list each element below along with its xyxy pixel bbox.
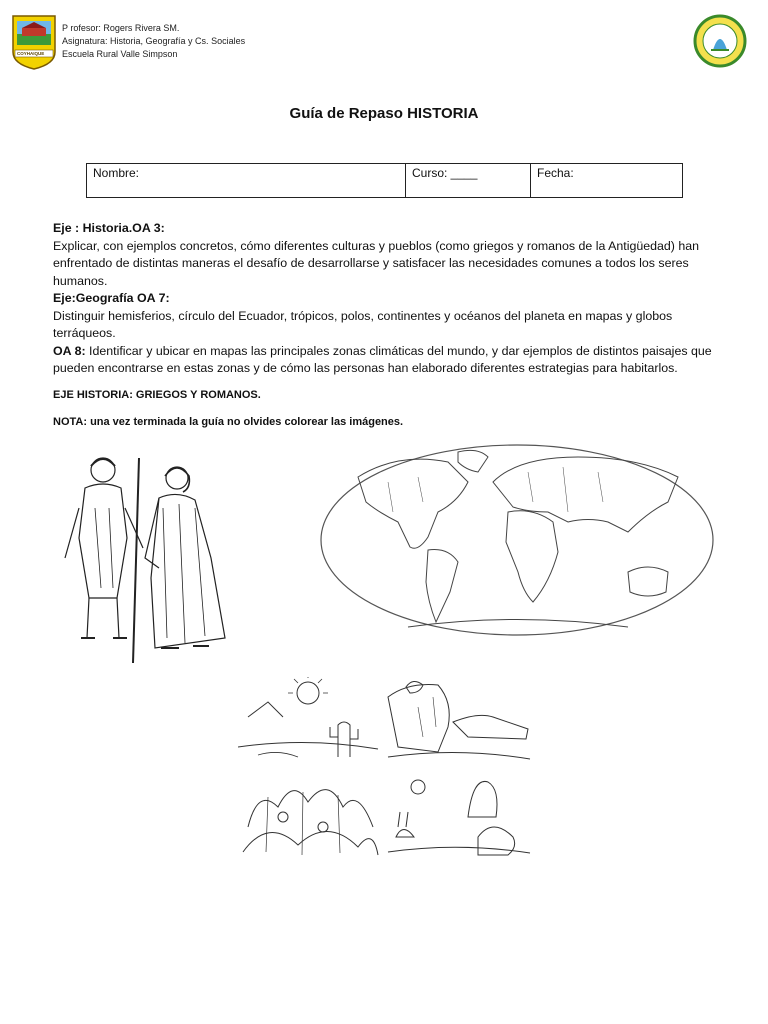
polar-landscape xyxy=(388,681,530,759)
jungle-landscape xyxy=(243,790,378,855)
page-title: Guía de Repaso HISTORIA xyxy=(289,105,479,122)
school-name: Escuela Rural Valle Simpson xyxy=(62,49,178,59)
world-map-illustration xyxy=(318,442,716,638)
student-info-table xyxy=(86,163,683,198)
eje2-text: Distinguir hemisferios, círculo del Ecuador, trópicos, polos, continentes y océanos del planeta en mapas y globos terráqueos. xyxy=(53,308,673,340)
eje1-heading: Eje : Historia.OA 3: xyxy=(53,221,165,235)
desert-landscape xyxy=(238,677,378,757)
teacher-name: P rofesor: Rogers Rivera SM. xyxy=(62,23,180,33)
temperate-landscape xyxy=(388,780,530,855)
course-field[interactable]: Curso: ____ xyxy=(406,164,531,198)
school-crest-icon xyxy=(10,14,58,70)
eje1-text: Explicar, con ejemplos concretos, cómo diferentes culturas y pueblos (como griegos y romanos de la Antigüedad) han enfrentado de distintas maneras el desafío de desarrollarse y satisfacer las necesidades comunes a todos los seres humanos. xyxy=(53,238,700,288)
oa8-text: Identificar y ubicar en mapas las principales zonas climáticas del mundo, y dar ejemplos de distintos paisajes que pueden encontrarse en estas zonas y de cómo las personas han elaborado diferentes estrategias para habitarlos. xyxy=(53,343,712,375)
objectives-block xyxy=(53,220,723,378)
header-info xyxy=(62,22,245,61)
oa8-heading: OA 8: xyxy=(53,343,86,358)
oa8-paragraph xyxy=(53,343,723,378)
subject-name: Asignatura: Historia, Geografía y Cs. Sociales xyxy=(62,36,246,46)
crest-banner-text: COYHAIQUE xyxy=(17,51,45,56)
school-seal-icon xyxy=(693,14,747,68)
coloring-note: NOTA: una vez terminada la guía no olvides colorear las imágenes. xyxy=(53,416,404,428)
eje2-heading: Eje:Geografía OA 7: xyxy=(53,291,170,305)
section-title: EJE HISTORIA: GRIEGOS Y ROMANOS. xyxy=(53,389,261,401)
roman-figures-illustration xyxy=(55,448,240,668)
climate-landscapes xyxy=(238,677,532,859)
name-field[interactable]: Nombre: xyxy=(87,164,406,198)
date-field[interactable]: Fecha: xyxy=(531,164,683,198)
